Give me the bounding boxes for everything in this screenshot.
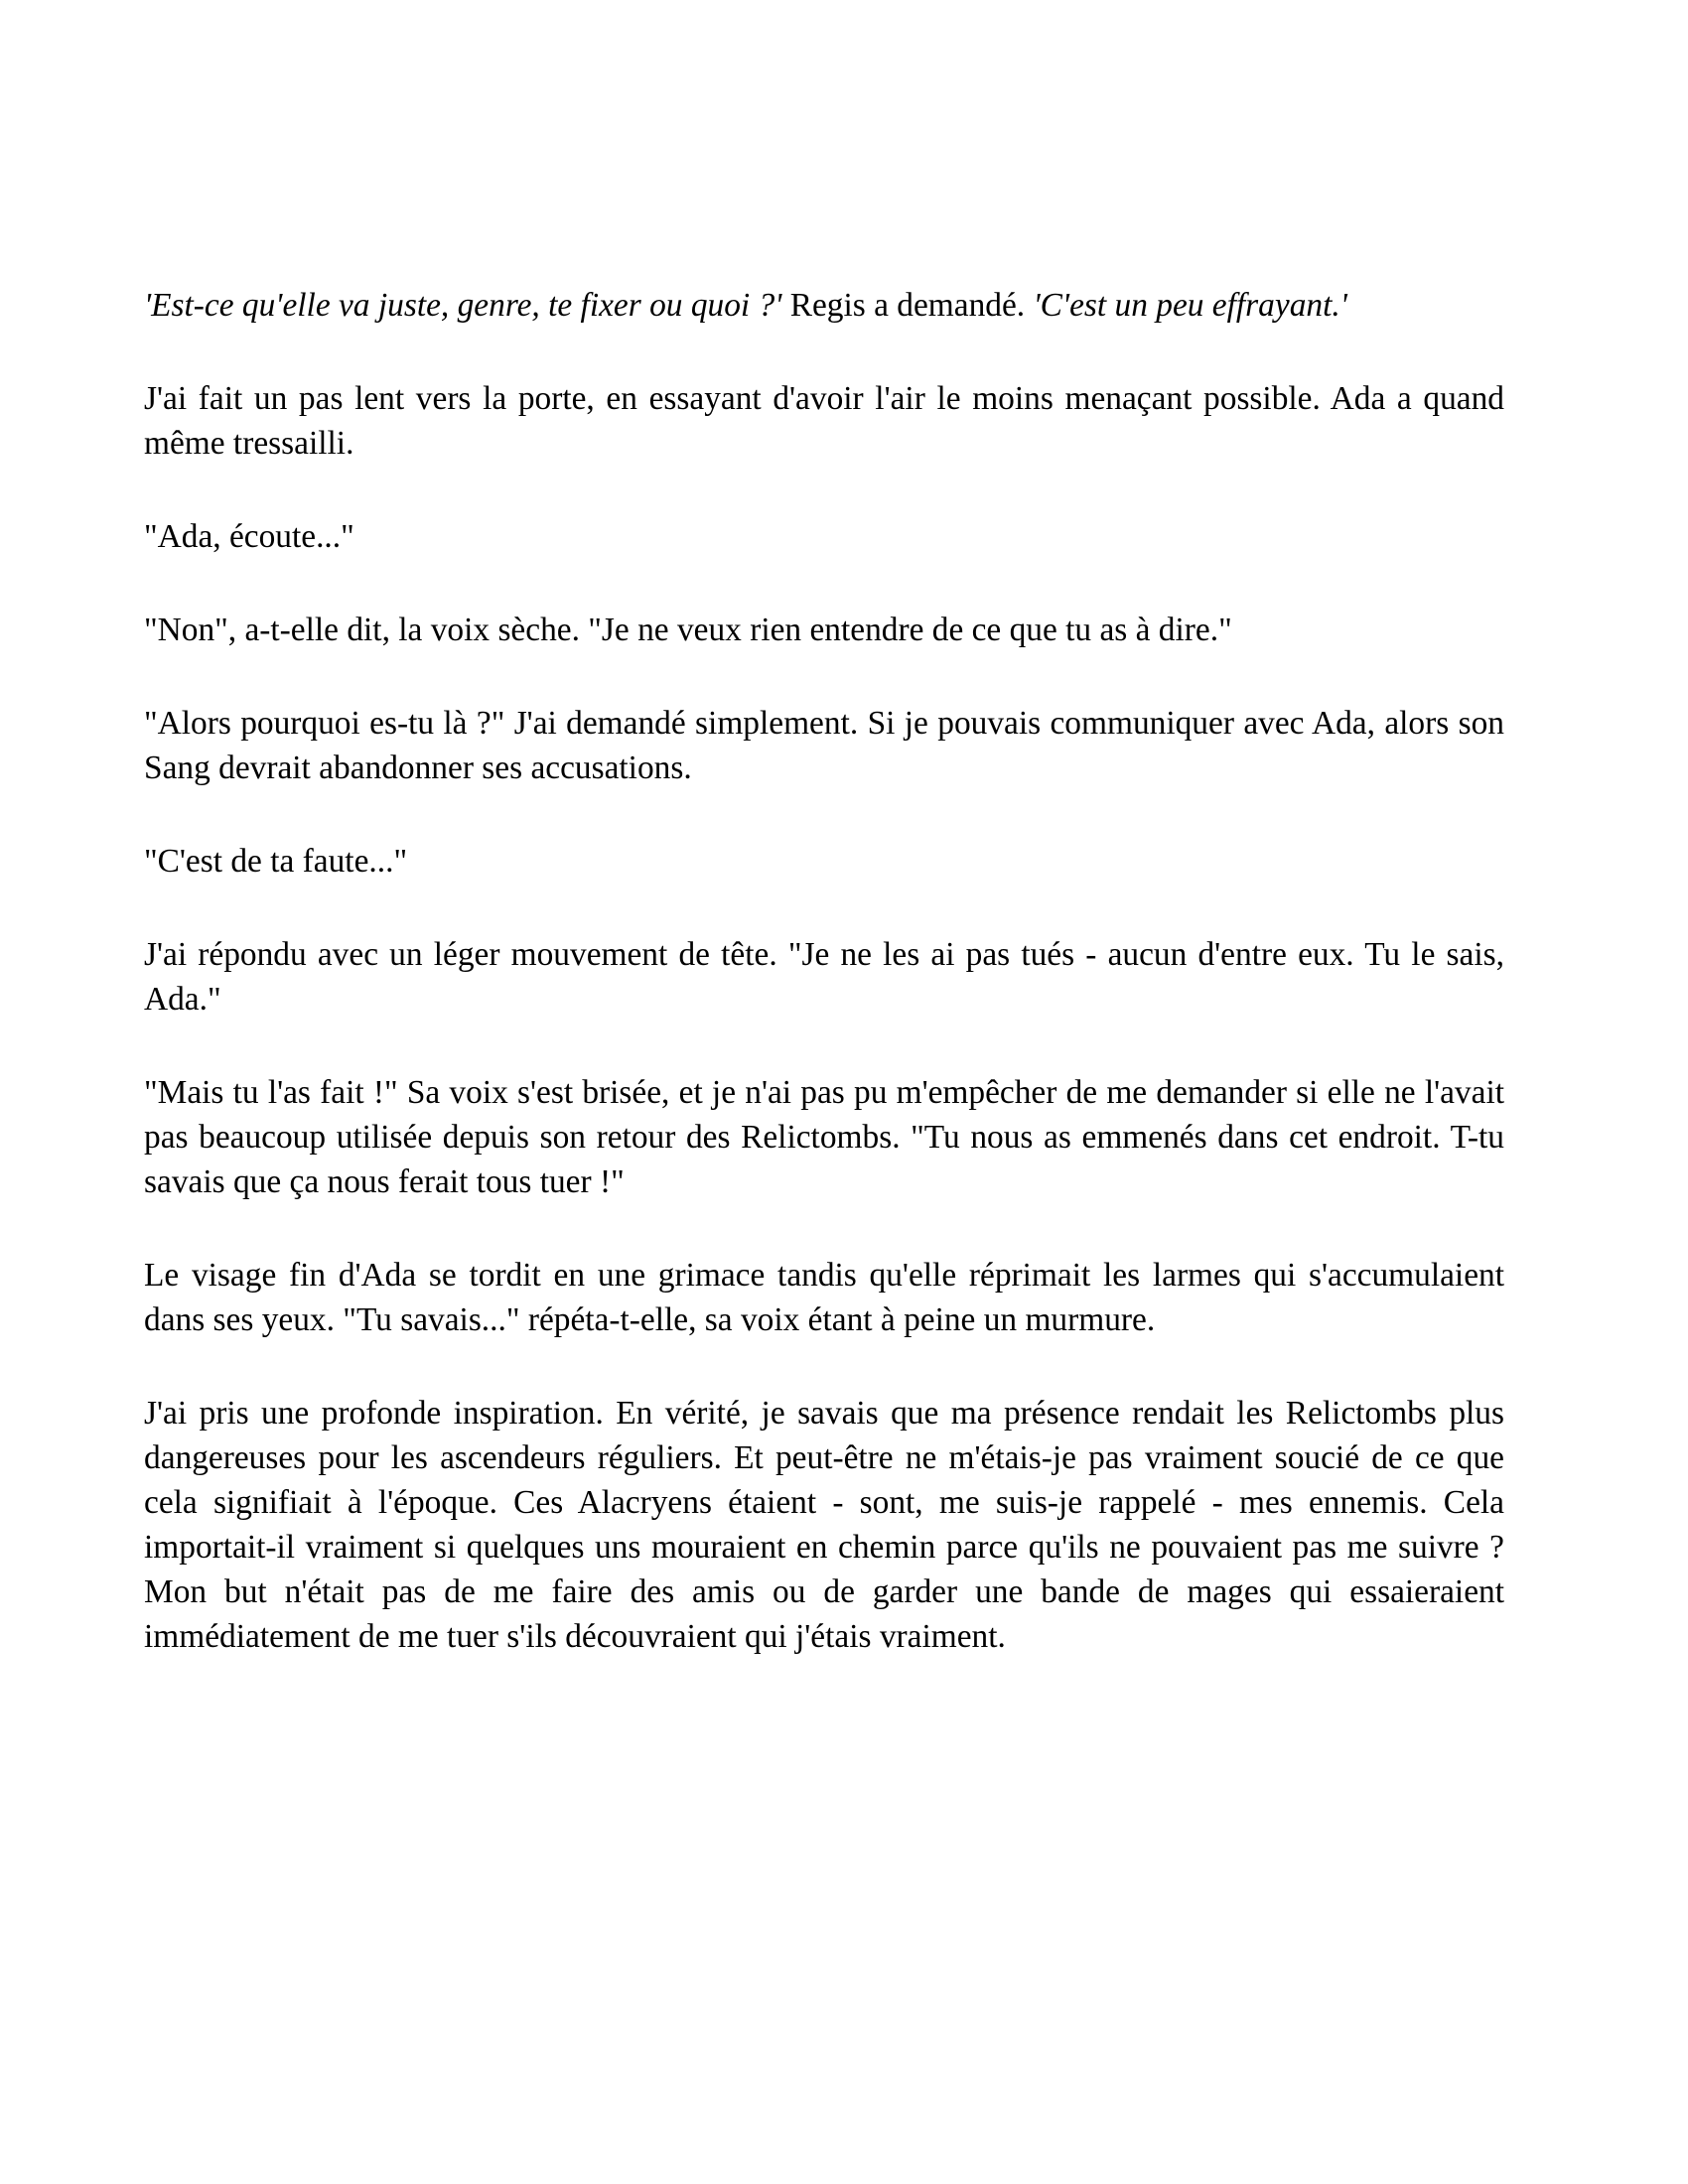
paragraph bbox=[144, 514, 1504, 559]
text-segment: "Mais tu l'as fait !" Sa voix s'est brisée, et je n'ai pas pu m'empêcher de me demander si elle ne l'avait pas beaucoup utilisée depuis son retour des Relictombs. "Tu nous as emmenés dans cet endroit. T-tu savais que ça nous ferait tous tuer !" bbox=[144, 1074, 1504, 1200]
text-segment: "Alors pourquoi es-tu là ?" J'ai demandé simplement. Si je pouvais communiquer avec Ada, alors son Sang devrait abandonner ses accusations. bbox=[144, 705, 1504, 786]
text-segment: "C'est de ta faute..." bbox=[144, 843, 408, 880]
paragraph bbox=[144, 376, 1504, 466]
text-segment: "Non", a-t-elle dit, la voix sèche. "Je ne veux rien entendre de ce que tu as à dire." bbox=[144, 612, 1232, 648]
paragraph bbox=[144, 608, 1504, 652]
paragraph bbox=[144, 839, 1504, 884]
paragraph bbox=[144, 1070, 1504, 1204]
paragraph bbox=[144, 932, 1504, 1022]
italic-text-segment: 'C'est un peu effrayant.' bbox=[1033, 287, 1347, 324]
page-text bbox=[144, 283, 1504, 1659]
italic-text-segment: 'Est-ce qu'elle va juste, genre, te fixer ou quoi ?' bbox=[144, 287, 790, 324]
text-segment: Le visage fin d'Ada se tordit en une grimace tandis qu'elle réprimait les larmes qui s'accumulaient dans ses yeux. "Tu savais..." répéta-t-elle, sa voix étant à peine un murmure. bbox=[144, 1257, 1504, 1338]
paragraph bbox=[144, 1253, 1504, 1342]
paragraph bbox=[144, 283, 1504, 328]
text-segment: J'ai fait un pas lent vers la porte, en essayant d'avoir l'air le moins menaçant possible. Ada a quand même tressailli. bbox=[144, 380, 1504, 462]
text-segment: J'ai répondu avec un léger mouvement de tête. "Je ne les ai pas tués - aucun d'entre eux. Tu le sais, Ada." bbox=[144, 936, 1504, 1018]
text-segment: "Ada, écoute..." bbox=[144, 518, 354, 555]
text-segment: J'ai pris une profonde inspiration. En vérité, je savais que ma présence rendait les Relictombs plus dangereuses pour les ascendeurs réguliers. Et peut-être ne m'étais-je pas vraiment soucié de ce que cela signifiait à l'époque. Ces Alacryens étaient - sont, me suis-je rappelé - mes ennemis. Cela importait-il vraiment si quelques uns mouraient en chemin parce qu'ils ne pouvaient pas me suivre ? Mon but n'était pas de me faire des amis ou de garder une bande de mages qui essaieraient immédiatement de me tuer s'ils découvraient qui j'étais vraiment. bbox=[144, 1395, 1504, 1655]
text-segment: Regis a demandé. bbox=[789, 287, 1034, 324]
paragraph bbox=[144, 701, 1504, 790]
paragraph bbox=[144, 1391, 1504, 1659]
